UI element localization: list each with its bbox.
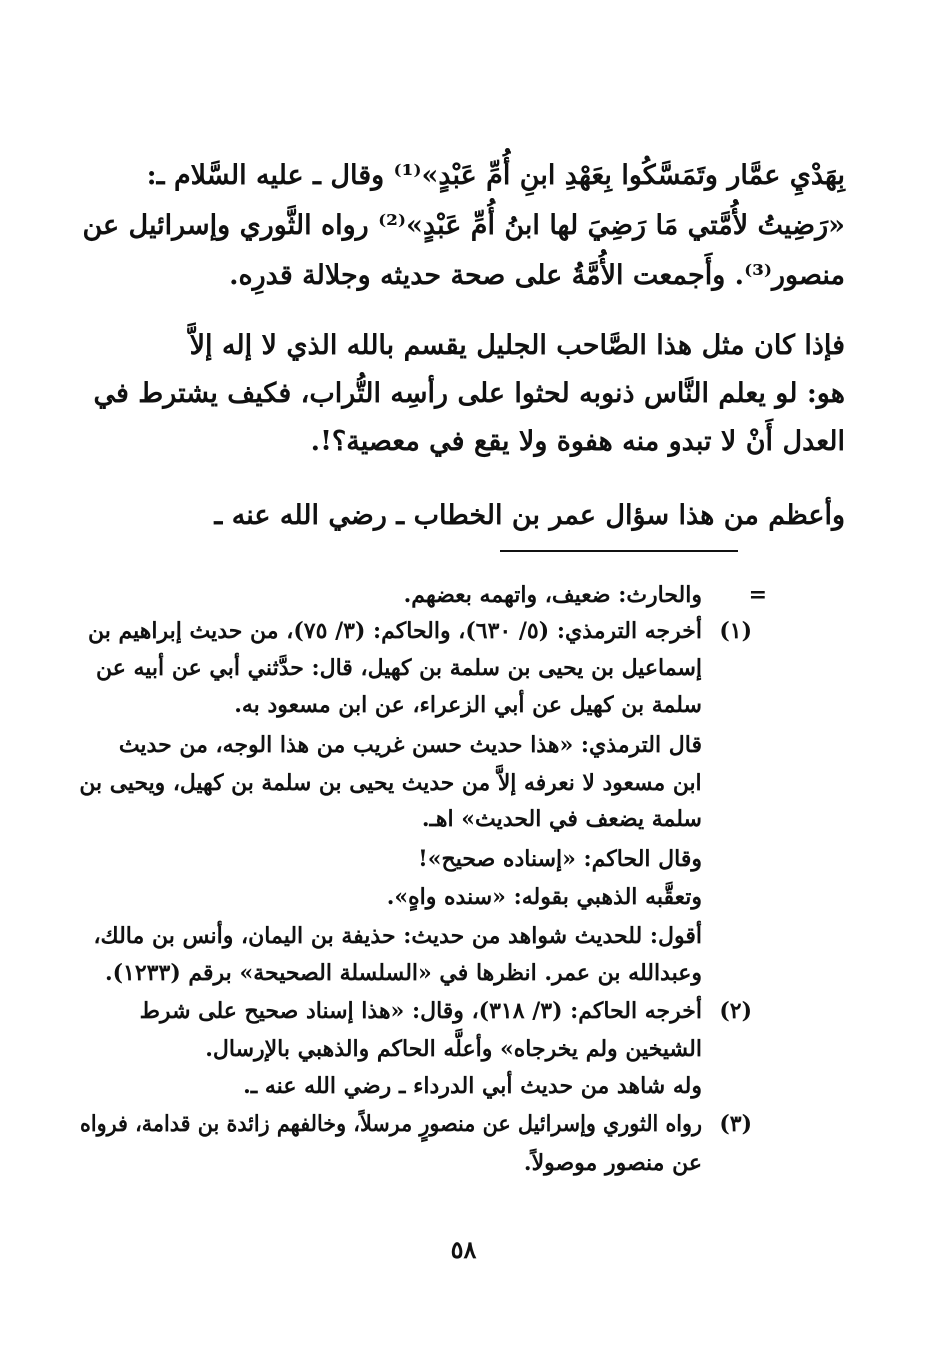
footnote-1-line10: وعبدالله بن عمر. انظرها في «السلسلة الصحيحة» برقم (١٢٣٣). — [104, 960, 702, 986]
footnote-divider — [500, 550, 738, 552]
footnote-1-line8: وتعقَّبه الذهبي بقوله: «سنده واهٍ». — [386, 884, 702, 910]
footnote-2-line2: الشيخين ولم يخرجاه» وأعلَّه الحاكم والذهبي بالإرسال. — [205, 1036, 702, 1062]
footnote-1-line3: سلمة بن كهيل عن أبي الزعراء، عن ابن مسعود به. — [234, 692, 702, 718]
body-p3-line1: وأعظم من هذا سؤال عمر بن الخطاب ـ رضي الله عنه ـ — [214, 500, 845, 531]
footnote-1-line5: ابن مسعود لا نعرفه إلاَّ من حديث يحيى بن سلمة بن كهيل، ويحيى بن — [79, 770, 702, 796]
footnote-1-line6: سلمة يضعف في الحديث» اهـ. — [421, 806, 702, 832]
footnote-1-line2: إسماعيل بن يحيى بن سلمة بن كهيل، قال: حدَّثني أبي عن أبيه عن — [95, 655, 702, 681]
footnote-1-number: (١) — [719, 618, 752, 644]
footnote-1-line7: وقال الحاكم: «إسناده صحيح»! — [418, 846, 702, 872]
footnote-1-line4: قال الترمذي: «هذا حديث حسن غريب من هذا الوجه، من حديث — [118, 732, 702, 758]
footnote-2-line1: أخرجه الحاكم: (٣/ ٣١٨)، وقال: «هذا إسناد صحيح على شرط — [139, 998, 702, 1024]
footnote-3-line1: رواه الثوري وإسرائيل عن منصورٍ مرسلاً، وخالفهم زائدة بن قدامة، فرواه — [79, 1111, 702, 1137]
footnote-3-number: (٣) — [719, 1111, 752, 1137]
footnote-1-line1: أخرجه الترمذي: (٥/ ٦٣٠)، والحاكم: (٣/ ٧٥)، من حديث إبراهيم بن — [87, 618, 702, 644]
footnote-3-line2: عن منصور موصولاً. — [523, 1150, 702, 1176]
body-p2-line1: فإذا كان مثل هذا الصَّاحب الجليل يقسم بالله الذي لا إله إلاَّ — [189, 330, 845, 361]
body-p1-line2: «رَضِيتُ لأُمَّتي مَا رَضِيَ لها ابنُ أُمِّ عَبْدٍ»⁽²⁾ رواه الثَّوري وإسرائيل عن — [82, 210, 845, 241]
footnote-2-number: (٢) — [719, 998, 752, 1024]
body-p2-line3: العدل أَنْ لا تبدو منه هفوة ولا يقع في معصية؟!. — [310, 426, 845, 457]
footnote-2-line3: وله شاهد من حديث أبي الدرداء ـ رضي الله عنه ـ. — [243, 1073, 702, 1099]
page-number: ٥٨ — [450, 1235, 477, 1264]
footnote-1-line9: أقول: للحديث شواهد من حديث: حذيفة بن اليمان، وأنس بن مالك، — [93, 923, 702, 949]
body-p2-line2: هو: لو يعلم النَّاس ذنوبه لحثوا على رأسِه التُّراب، فكيف يشترط في — [93, 378, 845, 409]
footnote-continuation-text: والحارث: ضعيف، واتهمه بعضهم. — [403, 582, 702, 608]
body-p1-line3: منصور⁽³⁾. وأَجمعت الأُمَّةُ على صحة حديثه وجلالة قدرِه. — [229, 260, 845, 291]
footnote-continuation-marker: = — [748, 582, 767, 608]
body-p1-line1: بِهَدْيِ عمَّار وتَمَسَّكُوا بِعَهْدِ ابنِ أُمِّ عَبْدٍ»⁽¹⁾ وقال ـ عليه السَّلام ـ: — [146, 160, 845, 191]
